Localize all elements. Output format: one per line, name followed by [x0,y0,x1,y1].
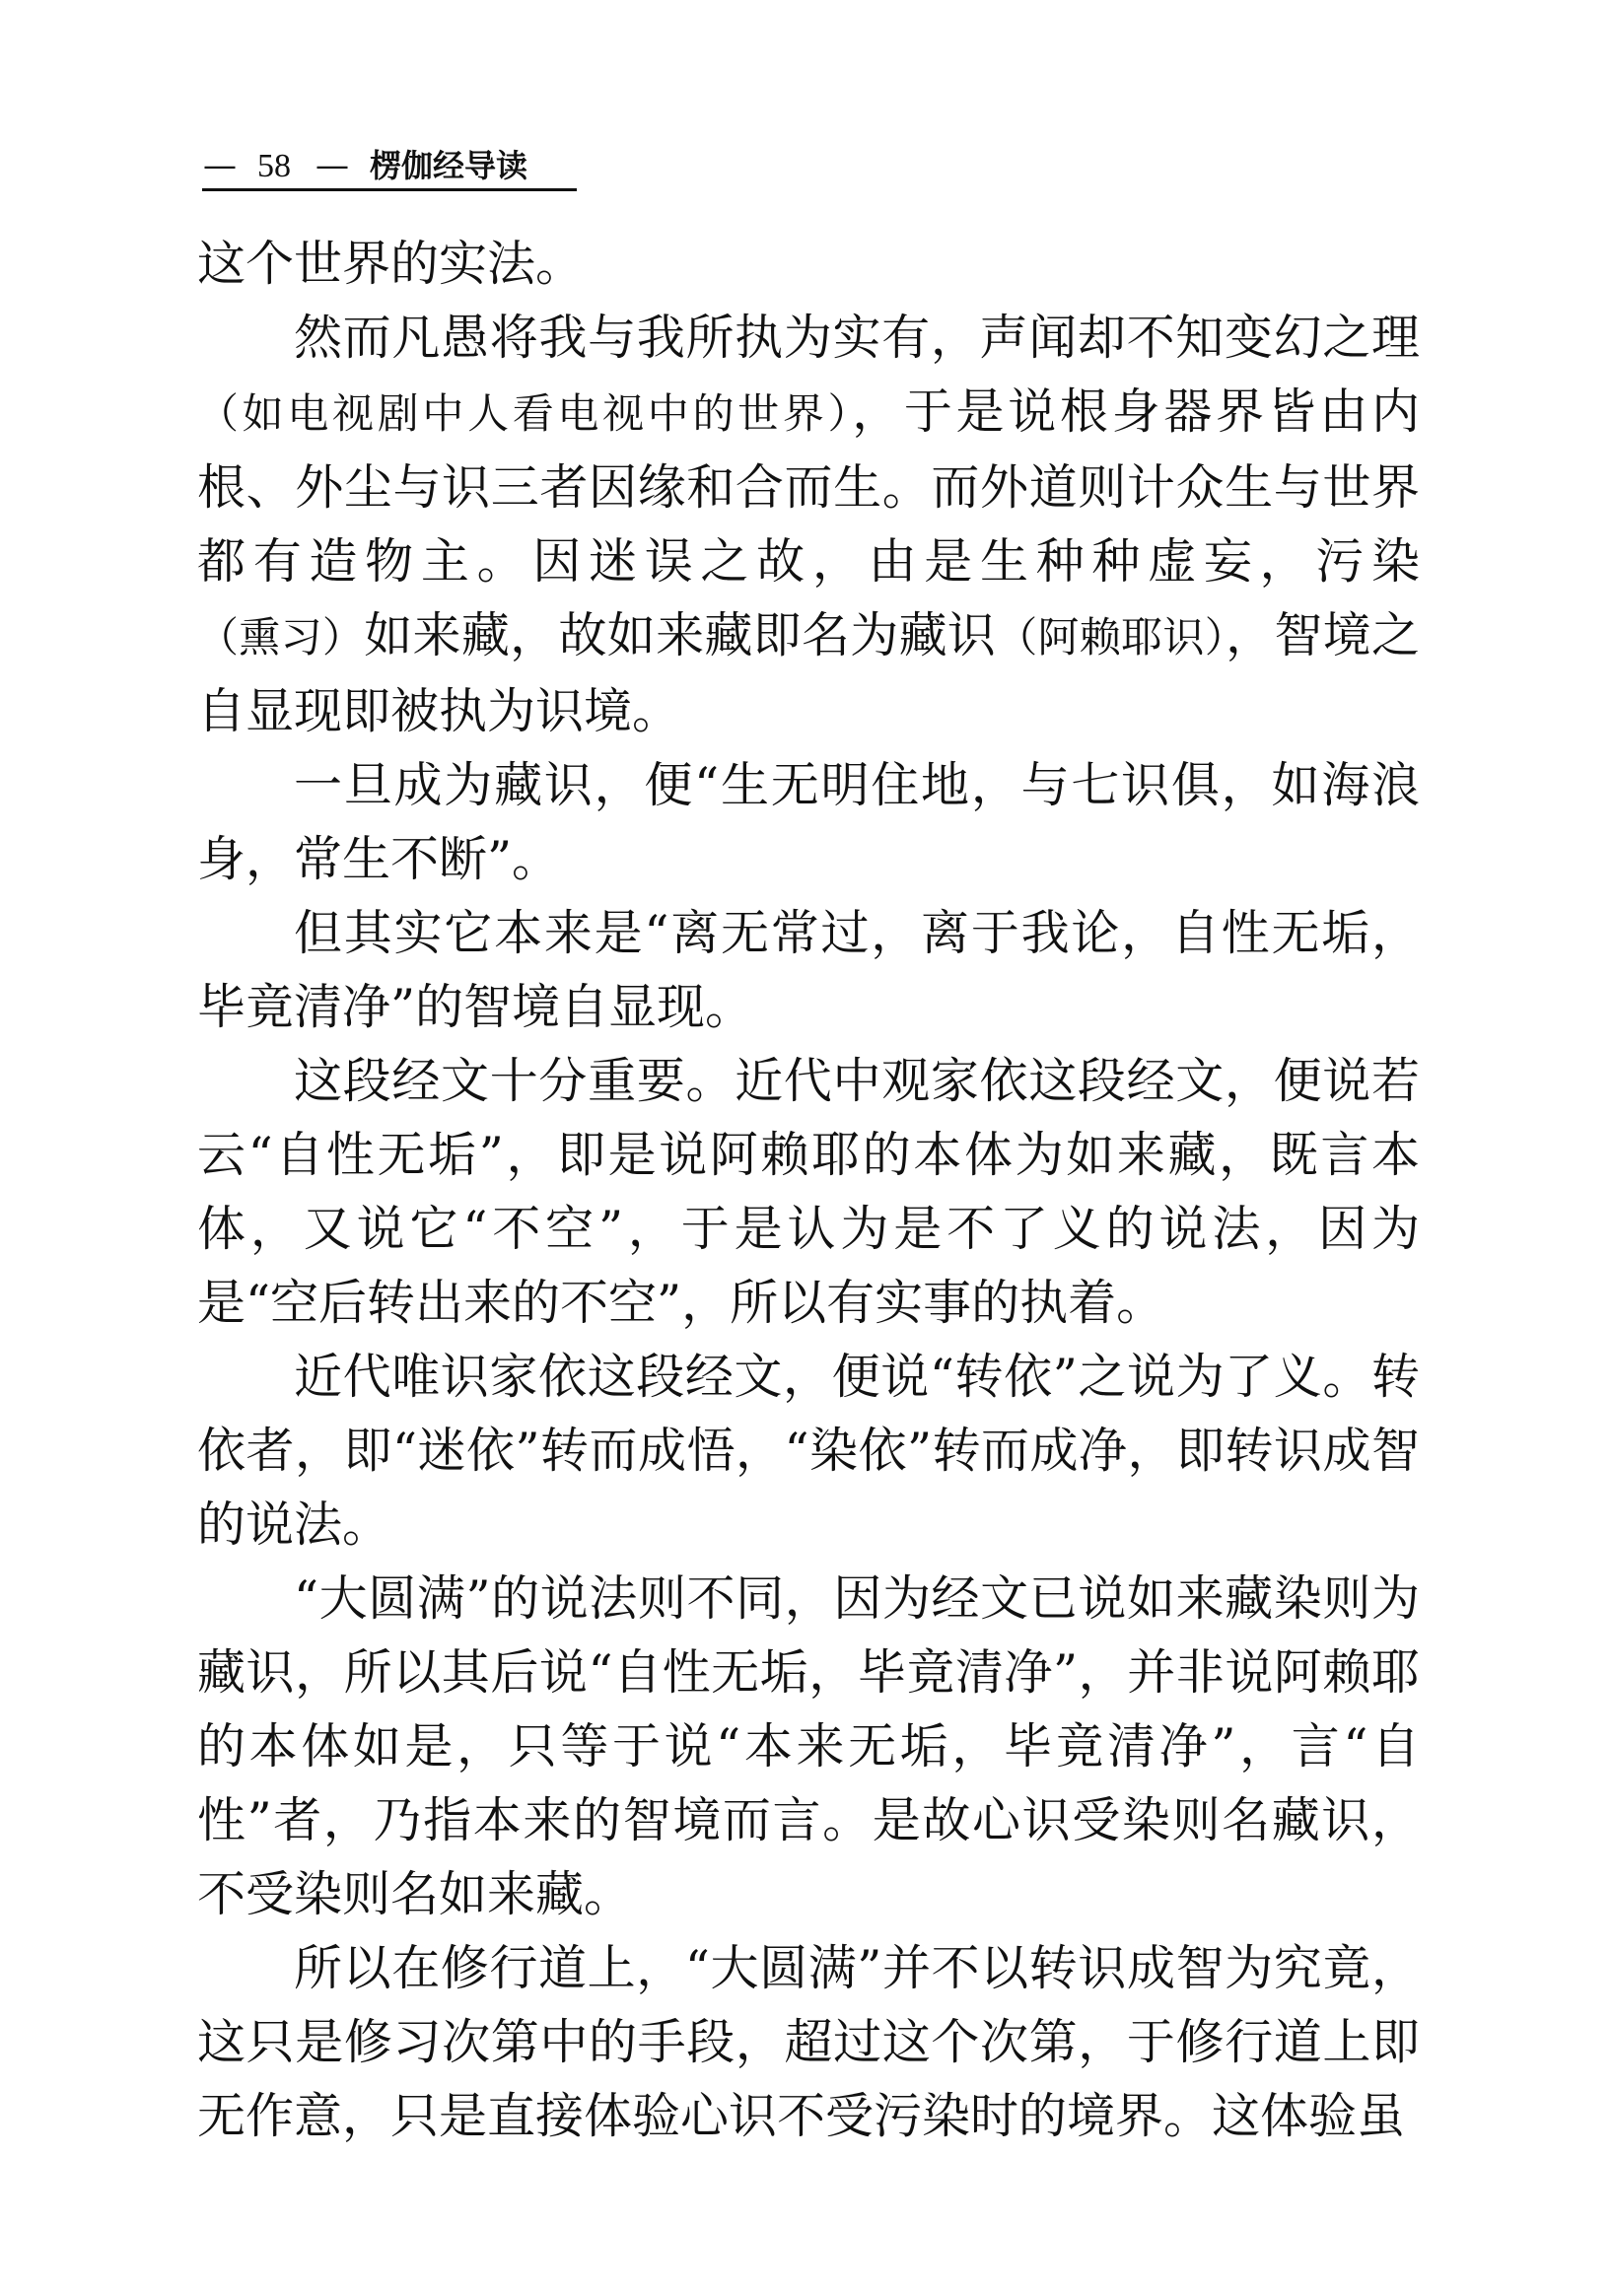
paragraph [197,301,1420,748]
header-dash-right: — [315,146,349,185]
body-text [197,227,1420,2153]
running-header [202,146,577,191]
page-number: 58 [257,148,291,184]
book-title: 楞伽经导读 [370,147,528,184]
paragraph: 这段经文十分重要。近代中观家依这段经文，便说若云“自性无垢”，即是说阿赖耶的本体为如来藏，既言本体，又说它“不空”，于是认为是不了义的说法，因为是“空后转出来的不空”，所以有实事的执着。 [197,1053,1420,1331]
parenthetical-note: （阿赖耶识） [996,613,1227,661]
header-dash-left: — [203,146,237,185]
paragraph-text: 如来藏，故如来藏即名为藏识 [364,607,997,663]
parenthetical-note: （熏习） [197,613,365,661]
paragraph-text: ，于是说根身器界皆由内根、外尘与识三者因缘和合而生。而外道则计众生与世界都有造物主。因迷误之故，由是生种种虚妄，污染 [197,383,1420,590]
paragraph-text: ，智境之自显现即被执为识境。 [197,607,1420,739]
paragraph: 近代唯识家依这段经文，便说“转依”之说为了义。转依者，即“迷依”转而成悟，“染依”转而成净，即转识成智的说法。 [197,1349,1420,1553]
header-rule [202,188,577,191]
paragraph-text: 然而凡愚将我与我所执为实有，声闻却不知变幻之理 [294,310,1420,366]
parenthetical-note: （如电视剧中人看电视中的世界） [197,389,853,438]
paragraph: 所以在修行道上，“大圆满”并不以转识成智为究竟，这只是修习次第中的手段，超过这个次第，于修行道上即无作意，只是直接体验心识不受污染时的境界。这体验虽 [197,1940,1420,2144]
paragraph: 一旦成为藏识，便“生无明住地，与七识俱，如海浪身，常生不断”。 [197,757,1420,887]
paragraph: “大圆满”的说法则不同，因为经文已说如来藏染则为藏识，所以其后说“自性无垢，毕竟清净”，并非说阿赖耶的本体如是，只等于说“本来无垢，毕竟清净”，言“自性”者，乃指本来的智境而言。是故心识受染则名藏识，不受染则名如来藏。 [197,1570,1420,1922]
paragraph: 但其实它本来是“离无常过，离于我论，自性无垢，毕竟清净”的智境自显现。 [197,905,1420,1035]
paragraph-continuation: 这个世界的实法。 [197,236,585,292]
